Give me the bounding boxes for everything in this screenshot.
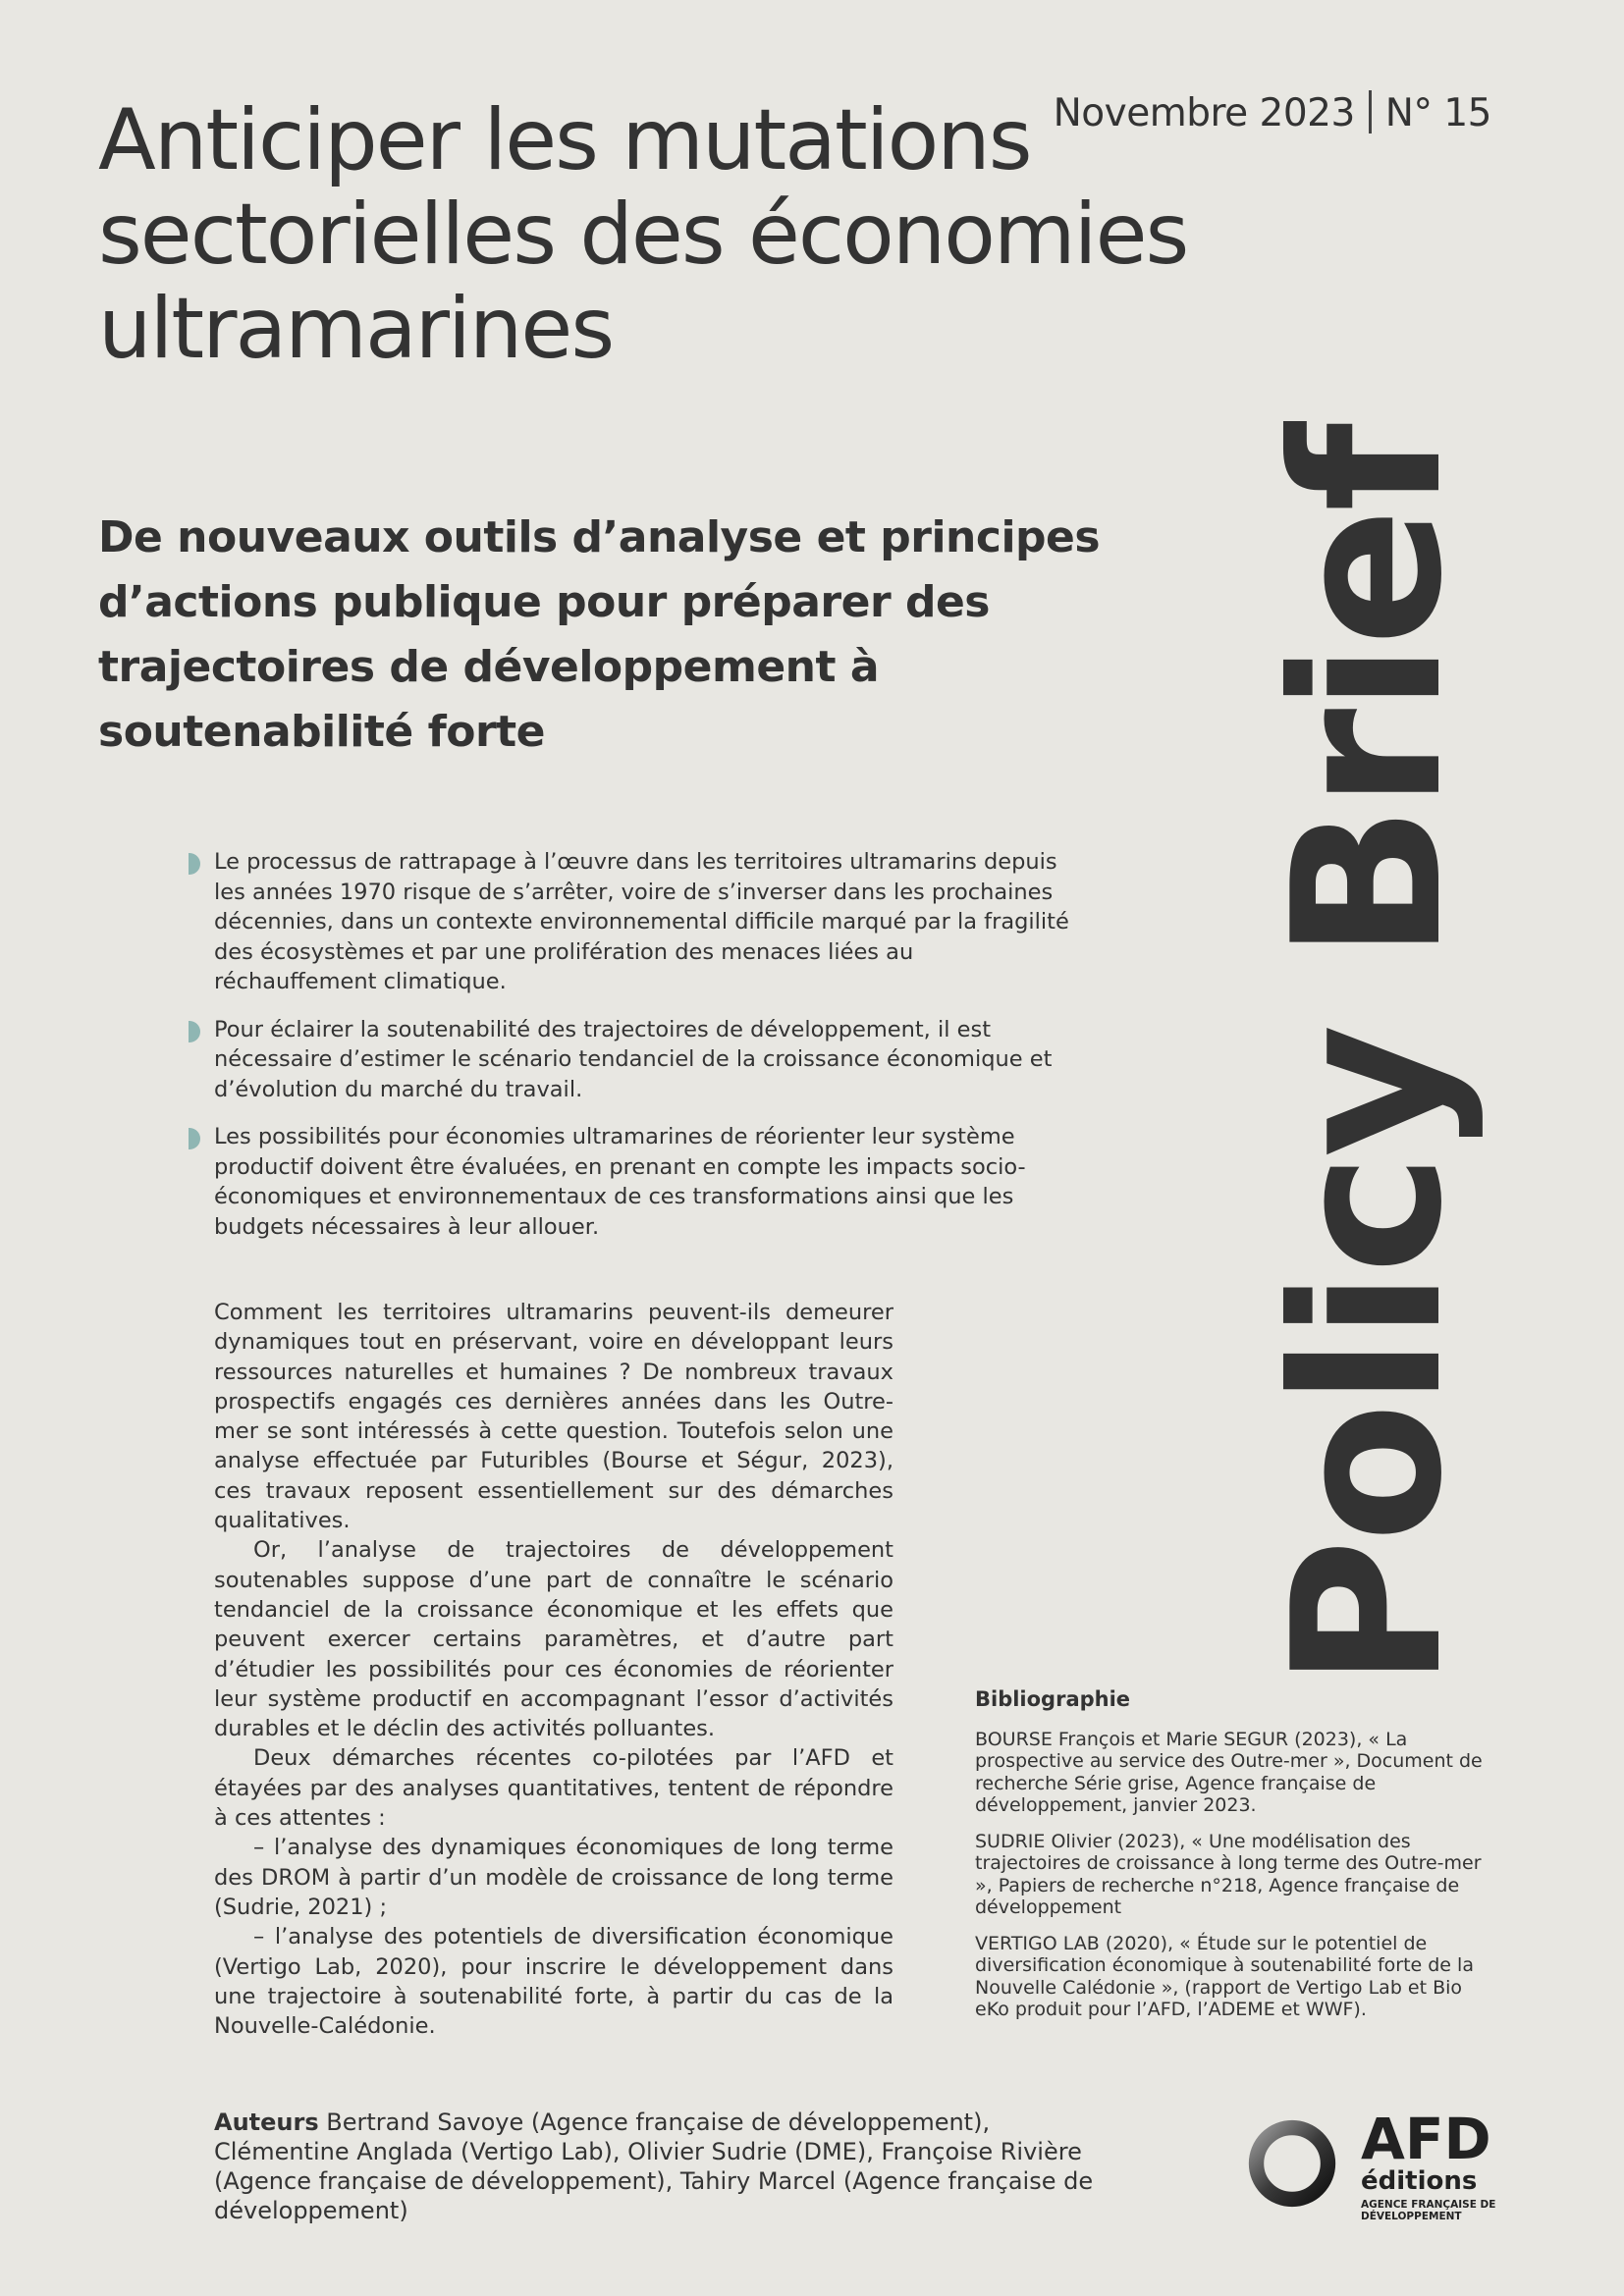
bullet-marker-icon: [189, 1021, 200, 1042]
authors-text: Bertrand Savoye (Agence française de développement), Clémentine Anglada (Vertigo Lab), Olivier Sudrie (DME), Françoise Rivière (Agence française de développement), Tahiry Marcel (Agence française de développement): [214, 2109, 1094, 2224]
key-point: [187, 1015, 1070, 1105]
body-paragraph: Or, l’analyse de trajectoires de développement soutenables suppose d’une part de connaître le scénario tendanciel de la croissance économique et les effets que peuvent exercer certains paramètres, et d’autre part d’étudier les possibilités pour ces économies de réorienter leur système productif en accompagnant l’essor d’activités durables et le déclin des activités polluantes.: [214, 1537, 893, 1742]
bibliography-entry: VERTIGO LAB (2020), « Étude sur le potentiel de diversification économique à soutenabilité forte de la Nouvelle Calédonie », (rapport de Vertigo Lab et Bio eKo produit pour l’AFD, l’ADEME et WWF).: [975, 1932, 1474, 2020]
key-points: [187, 847, 1070, 1259]
body-paragraph: Comment les territoires ultramarins peuvent-ils demeurer dynamiques tout en préservant, voire en développant leurs ressources naturelles et humaines ? De nombreux travaux prospectifs engagés ces dernières années dans les Outre-mer se sont intéressés à cette question. Toutefois selon une analyse effectuée par Futuribles (Bourse et Ségur, 2023), ces travaux reposent essentiellement sur des démarches qualitatives.: [214, 1300, 893, 1534]
issue-number: N° 15: [1384, 91, 1491, 135]
key-point-text: Les possibilités pour économies ultramarines de réorienter leur système productif doivent être évaluées, en prenant en compte les impacts socio-économiques et environnementaux de ces transformations ainsi que les budgets nécessaires à leur allouer.: [214, 1124, 1026, 1240]
page-title: Anticiper les mutations sectorielles des économies ultramarines: [98, 91, 1188, 378]
logo-tagline: AGENCE FRANÇAISE DE DÉVELOPPEMENT: [1361, 2199, 1496, 2222]
logo-name: AFD: [1361, 2106, 1491, 2172]
body-paragraph: – l’analyse des dynamiques économiques de long terme des DROM à partir d’un modèle de croissance de long terme (Sudrie, 2021) ;: [214, 1835, 893, 1920]
bibliography-entry: BOURSE François et Marie SEGUR (2023), « La prospective au service des Outre-mer », Document de recherche Série grise, Agence française de développement, janvier 2023.: [975, 1728, 1483, 1816]
key-point-text: Le processus de rattrapage à l’œuvre dans les territoires ultramarins depuis les années 1970 risque de s’arrêter, voire de s’inverser dans les prochaines décennies, dans un contexte environnemental difficile marqué par la fragilité des écosystèmes et par une prolifération des menaces liées au réchauffement climatique.: [214, 849, 1069, 994]
authors-label: Auteurs: [214, 2109, 319, 2136]
afd-ring-icon: [1245, 2116, 1339, 2211]
key-point-text: Pour éclairer la soutenabilité des trajectoires de développement, il est nécessaire d’estimer le scénario tendanciel de la croissance économique et d’évolution du marché du travail.: [214, 1016, 1053, 1102]
bibliography-entry: SUDRIE Olivier (2023), « Une modélisation des trajectoires de croissance à long terme des Outre-mer », Papiers de recherche n°218, Agence française de développement: [975, 1830, 1482, 1918]
authors: [214, 2108, 1098, 2225]
key-point: [187, 1122, 1070, 1242]
bibliography-heading: Bibliographie: [975, 1687, 1131, 1711]
bullet-marker-icon: [189, 1128, 200, 1149]
date-text: Novembre 2023: [1053, 91, 1355, 135]
key-point: [187, 847, 1070, 997]
bibliography: [975, 1688, 1495, 2035]
page-subtitle: De nouveaux outils d’analyse et principes d’actions publique pour préparer des trajectoires de développement à soutenabilité forte: [98, 512, 1101, 757]
body-paragraph: Deux démarches récentes co-pilotées par l’AFD et étayées par des analyses quantitatives, tentent de répondre à ces attentes :: [214, 1745, 893, 1832]
bullet-marker-icon: [189, 853, 200, 875]
body-text: [214, 1298, 893, 2041]
logo-sub: éditions: [1361, 2166, 1478, 2196]
afd-logo: [1245, 2106, 1500, 2233]
separator: [1369, 90, 1372, 133]
series-title: Policy Brief: [1250, 426, 1488, 1688]
body-paragraph: – l’analyse des potentiels de diversification économique (Vertigo Lab, 2020), pour inscrire le développement dans une trajectoire à soutenabilité forte, à partir du cas de la Nouvelle-Calédonie.: [214, 1924, 893, 2040]
